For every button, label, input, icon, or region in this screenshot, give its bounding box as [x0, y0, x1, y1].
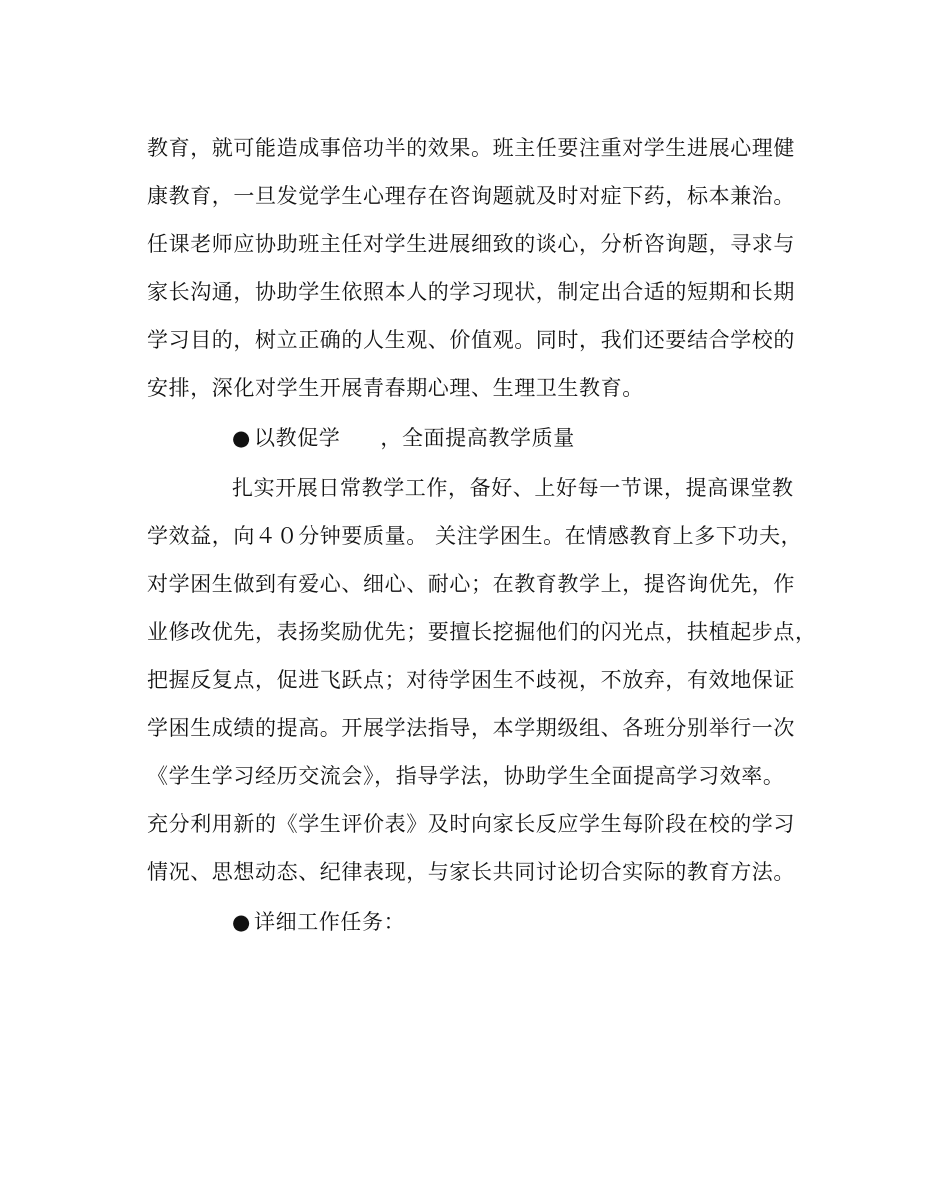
bullet-icon: ●	[232, 426, 251, 450]
paragraph1-line-3: 任课老师应协助班主任对学生进展细致的谈心，分析咨询题，寻求与	[147, 232, 795, 256]
paragraph2-line-4: 业修改优先，表扬奖励优先；要擅长挖掘他们的闪光点，扶植起步点，	[147, 620, 817, 644]
paragraph1-line-5: 学习目的，树立正确的人生观、价值观。同时，我们还要结合学校的	[147, 328, 795, 352]
paragraph2-line-9: 情况、思想动态、纪律表现，与家长共同讨论切合实际的教育方法。	[147, 860, 795, 884]
heading-text: 详细工作任务：	[254, 910, 406, 934]
paragraph2-line-2: 学效益，向４０分钟要质量。 关注学困生。在情感教育上多下功夫，	[147, 524, 803, 548]
heading-part-2: ，全面提高教学质量	[380, 426, 575, 450]
heading-part-1: 以教促学	[254, 426, 341, 450]
paragraph2-line-6: 学困生成绩的提高。开展学法指导，本学期级组、各班分别举行一次	[147, 716, 795, 740]
bullet-icon: ●	[232, 910, 251, 934]
paragraph1-line-2: 康教育，一旦发觉学生心理存在咨询题就及时对症下药，标本兼治。	[147, 184, 795, 208]
paragraph2-line-1: 扎实开展日常教学工作，备好、上好每一节课，提高课堂教	[232, 476, 794, 500]
section-heading-work-tasks	[232, 908, 405, 936]
paragraph2-line-8: 充分利用新的《学生评价表》及时向家长反应学生每阶段在校的学习	[147, 812, 795, 836]
section-heading-teaching-quality	[232, 424, 575, 452]
paragraph1-line-6: 安排，深化对学生开展青春期心理、生理卫生教育。	[147, 376, 644, 400]
paragraph2-line-3: 对学困生做到有爱心、细心、耐心；在教育教学上，提咨询优先，作	[147, 572, 795, 596]
paragraph2-line-7: 《学生学习经历交流会》，指导学法，协助学生全面提高学习效率。	[147, 764, 785, 788]
paragraph1-line-1: 教育，就可能造成事倍功半的效果。班主任要注重对学生进展心理健	[147, 136, 795, 160]
paragraph1-line-4: 家长沟通，协助学生依照本人的学习现状，制定出合适的短期和长期	[147, 280, 795, 304]
paragraph2-line-5: 把握反复点，促进飞跃点；对待学困生不歧视，不放弃，有效地保证	[147, 668, 795, 692]
